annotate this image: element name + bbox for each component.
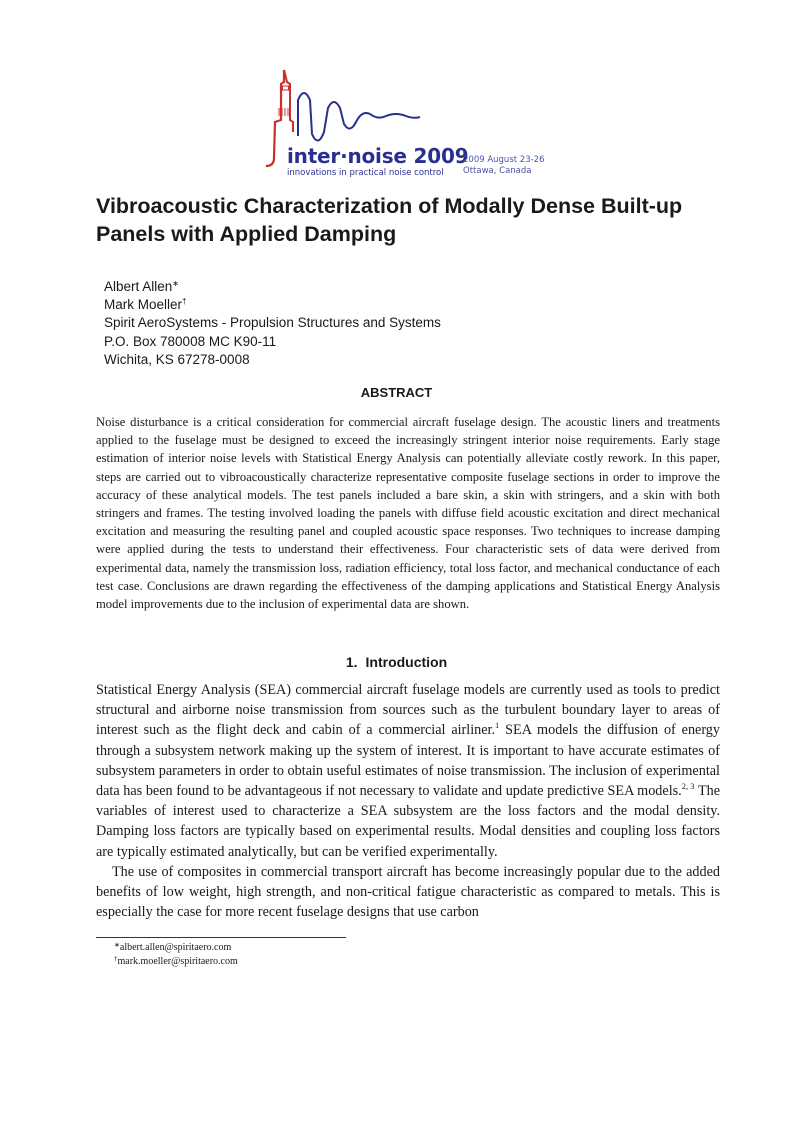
address-line: Wichita, KS 67278-0008 bbox=[104, 351, 250, 367]
author-block bbox=[104, 278, 441, 369]
section-body bbox=[96, 680, 720, 922]
logo-tagline: innovations in practical noise control bbox=[287, 168, 444, 178]
footnote-email: albert.allen@spiritaero.com bbox=[119, 942, 232, 953]
footnote-rule bbox=[96, 937, 346, 938]
footnote-marker: † bbox=[114, 954, 118, 963]
footnote bbox=[114, 941, 238, 955]
paragraph-text: Statistical Energy Analysis (SEA) commercial aircraft fuselage models are currently used as tools to predict structural and airborne noise transmission from sources such as the turbulent boundary layer to areas of interest such as the flight deck and cabin of a commercial airliner. bbox=[96, 682, 720, 739]
paragraph-text: SEA models the diffusion of energy through a subsystem network making up the system of interest. It is important to have accurate estimates of subsystem parameters in order to obtain useful estimates of noise transmission. The inclusion of experimental data has been found to be advantageous if not necessary to validate and update predictive SEA models. bbox=[96, 722, 720, 800]
title-line: Panels with Applied Damping bbox=[96, 222, 397, 246]
paragraph: The use of composites in commercial transport aircraft has become increasingly popular due to the added benefits of low weight, high strength, and non-critical fatigue characteristic as compared to metals. This is especially the case for more recent fuselage designs that use carbon bbox=[96, 863, 720, 921]
footnote bbox=[114, 955, 238, 969]
address-line: P.O. Box 780008 MC K90-11 bbox=[104, 333, 277, 349]
paper-title bbox=[96, 192, 736, 248]
footnote-email: mark.moeller@spiritaero.com bbox=[117, 955, 238, 967]
tower-shape bbox=[266, 70, 284, 166]
section-title: Introduction bbox=[365, 654, 448, 670]
abstract-heading: ABSTRACT bbox=[360, 385, 433, 400]
footnote-marker: † bbox=[182, 297, 187, 307]
paragraph bbox=[96, 680, 720, 862]
footnote-marker: ∗ bbox=[114, 941, 120, 949]
author-2-name: Mark Moeller bbox=[104, 297, 183, 313]
affiliation: Spirit AeroSystems - Propulsion Structures and Systems bbox=[104, 315, 441, 331]
title-line: Vibroacoustic Characterization of Modally Dense Built-up bbox=[96, 194, 683, 218]
conference-date: 2009 August 23-26 bbox=[463, 155, 545, 165]
citation-ref: 2, 3 bbox=[681, 781, 695, 792]
wave-shape bbox=[298, 93, 420, 141]
author-1-name: Albert Allen bbox=[104, 279, 173, 294]
conference-place: Ottawa, Canada bbox=[463, 166, 532, 176]
abstract-text: Noise disturbance is a critical consideration for commercial aircraft fuselage design. The acoustic liners and treatments applied to the fuselage must be designed to exceed the increasingly stringent interior noise requirements. Early stage estimation of interior noise levels with Statistical Energy Analysis can potentially alleviate costly rework. In this paper, steps are carried out to vibroacoustically characterize representative composite fuselage sections in order to improve the accuracy of these analytical models. The test panels included a bare skin, a skin with stringers, and a skin with both stringers and frames. The testing involved loading the panels with diffuse field acoustic excitation and direct mechanical excitation and measuring the resulting panel and coupled acoustic space responses. Two techniques to increase damping were applied during the tests to understand their effectiveness. Four characteristic sets of data were derived from experimental data, namely the transmission loss, radiation efficiency, total loss factor, and mechanical conductance of each test case. Conclusions are drawn regarding the effectiveness of the damping applications and Statistical Energy Analysis model improvements due to the inclusion of experimental data are shown. bbox=[96, 415, 720, 612]
author-1 bbox=[104, 278, 441, 296]
section-heading bbox=[0, 654, 793, 670]
paragraph-text: The variables of interest used to characterize a SEA subsystem are the loss factors and the modal density. Damping loss factors are typically based on experimental results. Modal densities and coupling loss factors are typically estimated analytically, but can be verified experimentally. bbox=[96, 783, 721, 860]
section-number: 1. bbox=[345, 654, 358, 670]
author-2 bbox=[104, 296, 441, 314]
footnote-marker: ∗ bbox=[172, 279, 179, 288]
citation-ref: 1 bbox=[495, 720, 500, 731]
footnotes bbox=[114, 941, 238, 968]
logo-name: inter·noise 2009 bbox=[287, 144, 469, 168]
tower-right bbox=[284, 70, 293, 132]
